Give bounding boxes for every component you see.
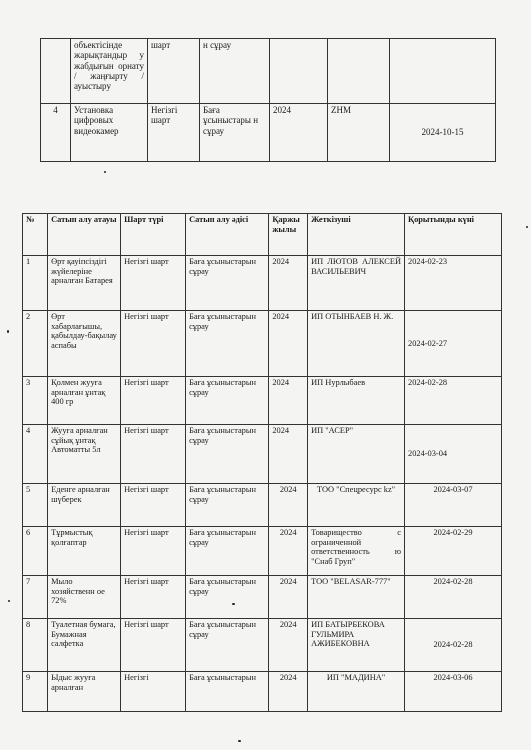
table-row bbox=[23, 672, 502, 712]
cell-date: 2024-02-27 bbox=[405, 311, 502, 377]
cell-name: Жууға арналған сұйық ұнтақ Автоматты 5л bbox=[48, 425, 121, 484]
cell-method: Баға ұсыныстарын bbox=[186, 672, 269, 712]
scan-speck bbox=[8, 600, 10, 602]
scan-speck bbox=[104, 171, 106, 173]
cell-supplier: ТОО "BELASAR-777" bbox=[308, 576, 405, 619]
cell-supplier: ИП Нурлыбаев bbox=[308, 377, 405, 425]
cell-num: 8 bbox=[23, 619, 48, 672]
scan-speck bbox=[238, 740, 241, 742]
table-row bbox=[23, 484, 502, 527]
cell-num: 9 bbox=[23, 672, 48, 712]
cell-year: 2024 bbox=[269, 256, 308, 311]
header-method: Сатып алу әдісі bbox=[186, 214, 269, 256]
cell-year: 2024 bbox=[269, 425, 308, 484]
cell-year: 2024 bbox=[270, 104, 328, 162]
cell-num: 2 bbox=[23, 311, 48, 377]
cell-name: Ыдыс жууға арналған bbox=[48, 672, 121, 712]
table-header-row bbox=[23, 214, 502, 256]
cell-name: Өрт хабарлағышы, қабылдау-бақылау аспабы bbox=[48, 311, 121, 377]
cell-num: 6 bbox=[23, 527, 48, 576]
cell-date: 2024-03-07 bbox=[405, 484, 502, 527]
header-year: Қаржы жылы bbox=[269, 214, 308, 256]
cell-date: 2024-02-28 bbox=[405, 576, 502, 619]
cell-date: 2024-02-28 bbox=[405, 377, 502, 425]
header-num: № bbox=[23, 214, 48, 256]
procurement-table-continued bbox=[40, 38, 496, 162]
scan-speck bbox=[526, 226, 528, 228]
cell-method: Баға ұсыныстарын сұрау bbox=[186, 576, 269, 619]
table-row bbox=[23, 256, 502, 311]
cell-year: 2024 bbox=[269, 672, 308, 712]
procurement-table bbox=[22, 213, 502, 712]
cell-date: 2024-10-15 bbox=[390, 104, 496, 162]
cell-year: 2024 bbox=[269, 527, 308, 576]
cell-method: Баға ұсыныстарын сұрау bbox=[186, 527, 269, 576]
table-row bbox=[41, 39, 496, 104]
cell-method: Баға ұсыныстары н сұрау bbox=[200, 104, 270, 162]
table-row bbox=[23, 311, 502, 377]
cell-supplier: ZHM bbox=[328, 104, 390, 162]
table-row bbox=[23, 619, 502, 672]
cell-num: 7 bbox=[23, 576, 48, 619]
cell-num: 4 bbox=[23, 425, 48, 484]
cell-method: Баға ұсыныстарын сұрау bbox=[186, 311, 269, 377]
scan-speck bbox=[7, 330, 9, 333]
cell-supplier: ТОО "Спецресурс kz" bbox=[308, 484, 405, 527]
cell-type: Негізгі bbox=[121, 672, 186, 712]
cell-type: Негізгі шарт bbox=[121, 576, 186, 619]
cell-supplier: ИП "МАДИНА" bbox=[308, 672, 405, 712]
cell-method: Баға ұсыныстарын сұрау bbox=[186, 619, 269, 672]
cell-num: 4 bbox=[41, 104, 71, 162]
cell-supplier: ИП ОТЫНБАЕВ Н. Ж. bbox=[308, 311, 405, 377]
cell-num: 5 bbox=[23, 484, 48, 527]
cell-year: 2024 bbox=[269, 377, 308, 425]
cell-name: Установка цифровых видеокамер bbox=[71, 104, 148, 162]
header-date: Қорытынды күні bbox=[405, 214, 502, 256]
scan-speck bbox=[232, 603, 235, 605]
cell-type: Негізгі шарт bbox=[121, 619, 186, 672]
cell-num: 1 bbox=[23, 256, 48, 311]
cell-name: Өрт қауіпсіздігі жүйелеріне арналған Батарея bbox=[48, 256, 121, 311]
cell-name: Еденге арналған шүберек bbox=[48, 484, 121, 527]
table-row bbox=[23, 425, 502, 484]
cell-type: Негізгі шарт bbox=[121, 256, 186, 311]
cell-date: 2024-02-23 bbox=[405, 256, 502, 311]
cell-supplier: ИП "АСЕР" bbox=[308, 425, 405, 484]
table-row bbox=[41, 104, 496, 162]
cell-method: Баға ұсыныстарын сұрау bbox=[186, 377, 269, 425]
cell-supplier bbox=[328, 39, 390, 104]
cell-name: Туалетная бумага, Бумажная салфетка bbox=[48, 619, 121, 672]
header-type: Шарт түрі bbox=[121, 214, 186, 256]
cell-supplier: ИП ЛЮТОВ АЛЕКСЕЙ ВАСИЛЬЕВИЧ bbox=[308, 256, 405, 311]
cell-type: Негізгі шарт bbox=[121, 425, 186, 484]
cell-num: 3 bbox=[23, 377, 48, 425]
table-row bbox=[23, 377, 502, 425]
header-name: Сатып алу атауы bbox=[48, 214, 121, 256]
cell-year: 2024 bbox=[269, 576, 308, 619]
cell-supplier: Товарищество с ограниченной ответственность ю "Снаб Груп" bbox=[308, 527, 405, 576]
cell-method: Баға ұсыныстарын сұрау bbox=[186, 425, 269, 484]
cell-type: шарт bbox=[148, 39, 200, 104]
table-row bbox=[23, 576, 502, 619]
cell-type: Негізгі шарт bbox=[121, 484, 186, 527]
cell-name: Тұрмыстық қолғаптар bbox=[48, 527, 121, 576]
cell-name: Мыло хозяйственн ое 72% bbox=[48, 576, 121, 619]
cell-method: Баға ұсыныстарын сұрау bbox=[186, 256, 269, 311]
cell-year: 2024 bbox=[269, 311, 308, 377]
cell-num bbox=[41, 39, 71, 104]
cell-year: 2024 bbox=[269, 619, 308, 672]
cell-date: 2024-03-06 bbox=[405, 672, 502, 712]
header-supplier: Жеткізуші bbox=[308, 214, 405, 256]
cell-year bbox=[270, 39, 328, 104]
cell-method: н сұрау bbox=[200, 39, 270, 104]
cell-supplier: ИП БАТЫРБЕКОВА ГУЛЬМИРА АЖИБЕКОВНА bbox=[308, 619, 405, 672]
cell-year: 2024 bbox=[269, 484, 308, 527]
cell-type: Негізгі шарт bbox=[121, 311, 186, 377]
cell-date: 2024-02-29 bbox=[405, 527, 502, 576]
table-row bbox=[23, 527, 502, 576]
cell-type: Негізгі шарт bbox=[148, 104, 200, 162]
cell-date: 2024-03-04 bbox=[405, 425, 502, 484]
cell-date bbox=[390, 39, 496, 104]
cell-date: 2024-02-28 bbox=[405, 619, 502, 672]
cell-name: объектісінде жарықтандыр у жабдығын орнату / жаңғырту / ауыстыру bbox=[71, 39, 148, 104]
cell-method: Баға ұсыныстарын сұрау bbox=[186, 484, 269, 527]
cell-name: Қолмен жууға арналған ұнтақ 400 гр bbox=[48, 377, 121, 425]
cell-type: Негізгі шарт bbox=[121, 527, 186, 576]
cell-type: Негізгі шарт bbox=[121, 377, 186, 425]
